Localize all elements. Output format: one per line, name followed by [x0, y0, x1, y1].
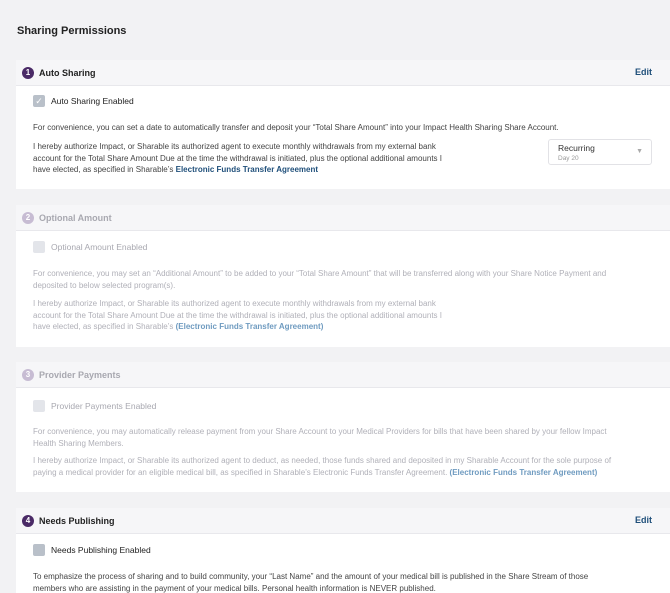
chevron-down-icon: ▼ [636, 148, 643, 155]
checkbox-row[interactable] [33, 400, 156, 412]
section-header [16, 508, 670, 534]
auto-sharing-checkbox[interactable] [33, 95, 45, 107]
checkbox-label: Optional Amount Enabled [51, 242, 148, 252]
authorization-text [33, 141, 442, 176]
authorization-line: account for the Total Share Amount Due at the time the withdrawal is initiated, plus the optional additional amounts I [33, 153, 442, 163]
select-value: Recurring [558, 143, 595, 153]
select-subvalue: Day 20 [558, 155, 579, 162]
authorization-line: have elected, as specified in Sharable’s [33, 322, 174, 331]
section-needs-publishing [16, 508, 670, 593]
section-provider-payments [16, 362, 670, 492]
page-title: Sharing Permissions [17, 25, 127, 37]
description-text: For convenience, you can set a date to automatically transfer and deposit your “Total Share Amount” into your Impact Health Sharing Share Account. [33, 123, 559, 132]
optional-amount-checkbox[interactable] [33, 241, 45, 253]
section-title: Provider Payments [39, 370, 121, 380]
eft-agreement-link[interactable]: (Electronic Funds Transfer Agreement) [175, 322, 324, 331]
checkbox-row[interactable] [33, 241, 147, 253]
description-line: deposited to below selected program(s). [33, 280, 176, 290]
step-number-badge: 4 [22, 515, 34, 527]
checkbox-row[interactable] [33, 95, 134, 107]
section-body [16, 388, 670, 492]
provider-payments-checkbox[interactable] [33, 400, 45, 412]
check-icon: ✓ [35, 96, 43, 106]
description-line: For convenience, you may automatically release payment from your Share Account to your Medical Providers for bills that have been shared by your fellow Impact [33, 427, 607, 436]
section-title: Optional Amount [39, 213, 112, 223]
checkbox-row[interactable] [33, 544, 151, 556]
authorization-line: I hereby authorize Impact, or Sharable its authorized agent to deduct, as needed, those funds shared and deposited in my Sharable Account for the sole purpose of [33, 456, 612, 465]
step-number-badge: 1 [22, 67, 34, 79]
checkbox-label: Provider Payments Enabled [51, 401, 157, 411]
authorization-line: account for the Total Share Amount Due at the time the withdrawal is initiated, plus the optional additional amounts I [33, 310, 442, 320]
recurring-select[interactable] [548, 139, 652, 165]
description-line: members who are assisting in the payment of your medical bills. Personal health information is NEVER published. [33, 583, 436, 593]
description-text [33, 426, 607, 449]
edit-needs-publishing-link[interactable]: Edit [635, 515, 652, 525]
section-body [16, 86, 670, 189]
description-text [33, 571, 588, 593]
section-body [16, 534, 670, 593]
authorization-line: have elected, as specified in Sharable’s [33, 165, 174, 174]
description-line: To emphasize the process of sharing and to build community, your “Last Name” and the amount of your medical bill is published in the Share Stream of those [33, 572, 589, 581]
description-line: For convenience, you may set an “Additional Amount” to be added to your “Total Share Amount” that will be transferred along with your Share Notice Payment and [33, 269, 607, 278]
checkbox-label: Auto Sharing Enabled [51, 96, 134, 106]
section-header [16, 205, 670, 231]
authorization-text [33, 455, 611, 478]
section-body [16, 231, 670, 347]
authorization-line: paying a medical provider for an eligible medical bill, as specified in Sharable’s Electronic Funds Transfer Agreement. [33, 467, 448, 477]
section-title: Needs Publishing [39, 516, 115, 526]
authorization-text [33, 298, 442, 333]
section-header [16, 362, 670, 388]
step-number-badge: 3 [22, 369, 34, 381]
section-auto-sharing [16, 60, 670, 189]
description-line: Health Sharing Members. [33, 438, 124, 448]
section-title: Auto Sharing [39, 68, 96, 78]
edit-auto-sharing-link[interactable]: Edit [635, 67, 652, 77]
authorization-line: I hereby authorize Impact, or Sharable its authorized agent to execute monthly withdrawals from my external bank [33, 299, 436, 308]
needs-publishing-checkbox[interactable] [33, 544, 45, 556]
authorization-line: I hereby authorize Impact, or Sharable its authorized agent to execute monthly withdrawals from my external bank [33, 142, 436, 151]
section-optional-amount [16, 205, 670, 347]
checkbox-label: Needs Publishing Enabled [51, 545, 151, 555]
eft-agreement-link[interactable]: Electronic Funds Transfer Agreement [175, 165, 319, 174]
section-header [16, 60, 670, 86]
step-number-badge: 2 [22, 212, 34, 224]
eft-agreement-link[interactable]: (Electronic Funds Transfer Agreement) [449, 467, 598, 477]
description-text [33, 268, 606, 291]
